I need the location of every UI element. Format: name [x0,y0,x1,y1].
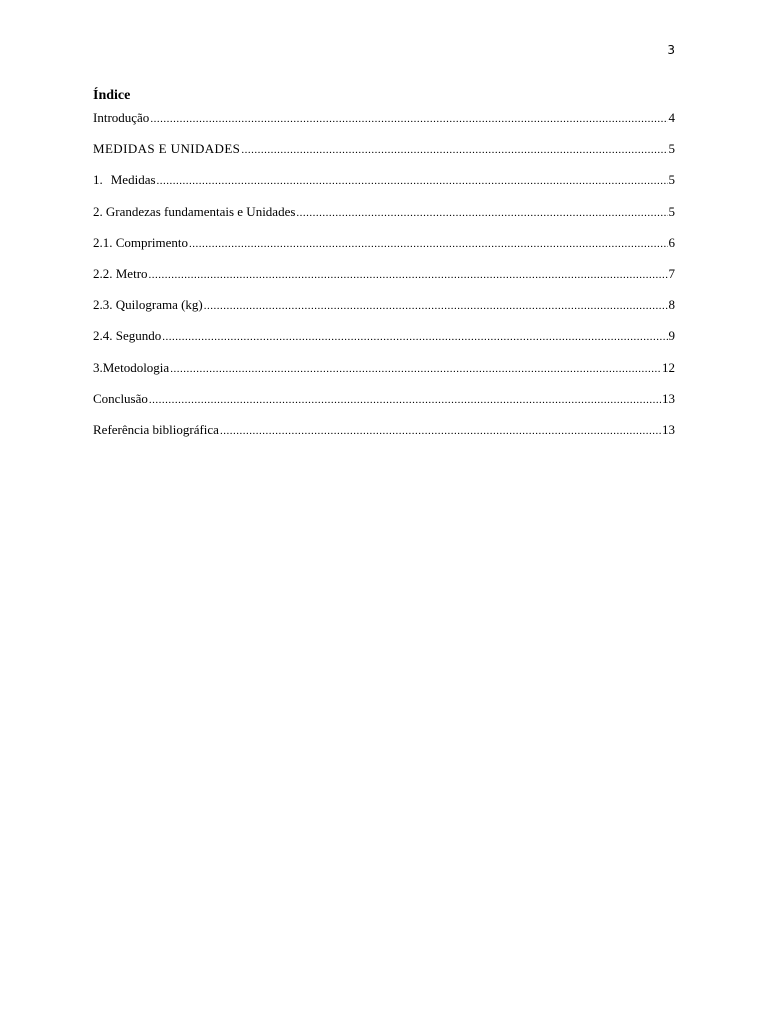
toc-entry-page: 12 [662,359,675,375]
toc-dot-leader [220,424,661,438]
toc-entry-label: 3.Metodologia [93,359,170,375]
toc-entry-label: 2.1. Comprimento [93,234,188,250]
toc-entry-label: Referência bibliográfica [93,421,219,437]
toc-entry-comprimento[interactable] [93,236,675,267]
toc-entry-grandezas[interactable] [93,205,675,236]
toc-entry-metro[interactable] [93,267,675,298]
toc-list [93,111,675,454]
toc-entry-label: Introdução [93,110,150,125]
table-of-contents [93,86,675,454]
toc-entry-medidas[interactable] [93,173,675,204]
toc-entry-page: 4 [668,110,675,125]
toc-dot-leader [162,330,667,344]
toc-entry-page: 5 [668,172,675,188]
toc-entry-page: 5 [668,141,675,157]
toc-dot-leader [149,268,668,282]
toc-entry-label: MEDIDAS E UNIDADES [93,141,241,157]
toc-entry-label: Conclusão [93,390,148,406]
toc-dot-leader [157,174,668,188]
toc-entry-page: 13 [662,421,675,437]
toc-dot-leader [170,362,661,376]
toc-entry-number: 1. [93,172,103,188]
toc-dot-leader [241,143,667,157]
toc-entry-quilograma[interactable] [93,298,675,329]
toc-entry-referencia[interactable] [93,423,675,454]
toc-entry-number: 2. [93,203,103,219]
page-number: 3 [667,43,675,57]
toc-entry-label: Medidas [110,172,156,188]
toc-entry-introducao[interactable] [93,111,675,142]
toc-entry-label: 2.2. Metro [93,265,148,281]
toc-entry-label: 2.4. Segundo [93,328,162,344]
toc-dot-leader [150,112,667,126]
toc-entry-page: 5 [668,203,675,219]
toc-entry-conclusao[interactable] [93,392,675,423]
toc-entry-page: 13 [662,390,675,406]
toc-entry-label: Grandezas fundamentais e Unidades [105,203,296,219]
toc-entry-page: 7 [668,265,675,281]
toc-entry-metodologia[interactable] [93,361,675,392]
toc-dot-leader [189,237,668,251]
toc-dot-leader [204,299,668,313]
toc-entry-page: 8 [668,297,675,313]
toc-entry-page: 6 [668,234,675,250]
toc-entry-page: 9 [668,328,675,344]
toc-entry-segundo[interactable] [93,329,675,360]
toc-entry-label: 2.3. Quilograma (kg) [93,297,203,313]
toc-title: Índice [93,88,131,103]
toc-entry-medidas-e-unidades[interactable] [93,142,675,173]
toc-dot-leader [296,206,667,220]
toc-dot-leader [149,393,661,407]
